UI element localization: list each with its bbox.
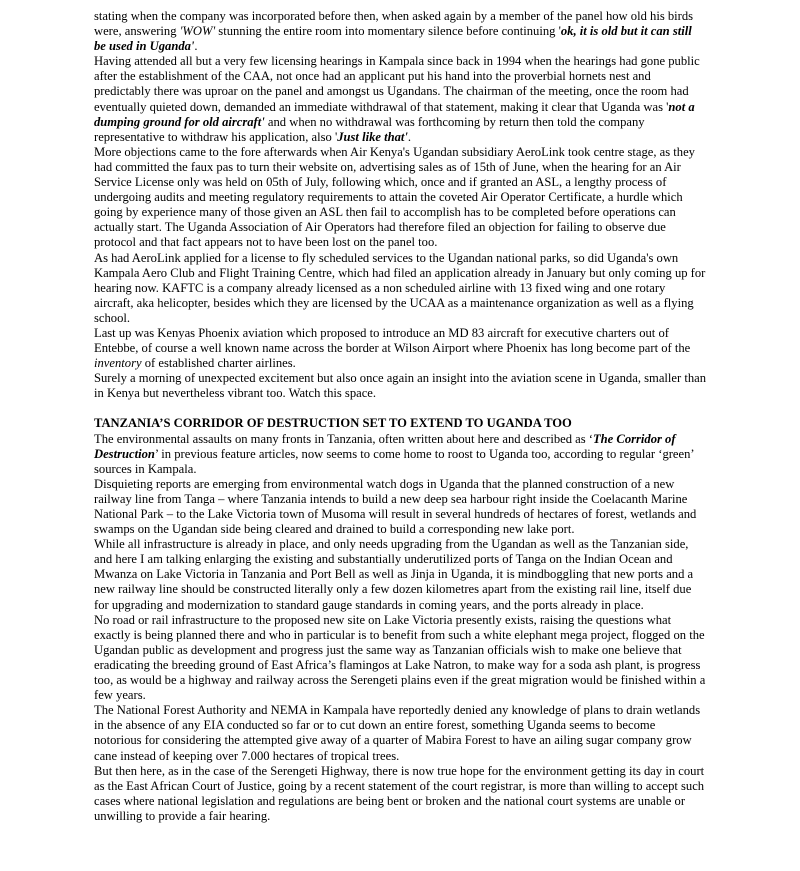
article-heading: TANZANIA’S CORRIDOR OF DESTRUCTION SET TO EXTEND TO UGANDA TOO (94, 416, 572, 431)
paragraph-kaftc: As had AeroLink applied for a license to fly scheduled services to the Ugandan national parks, so did Uganda's own Kampala Aero Club and Flight Training Centre, which had filed an application already in January but only coming up for hearing now. KAFTC is a company already licensed as a non scheduled airline with 13 fixed wing and one rotary aircraft, aka helicopter, besides which they are licensed by the UCAA as a maintenance organization as well as a flying school. (94, 250, 706, 325)
paragraph-corridor-intro: The environmental assaults on many fronts in Tanzania, often written about here and described as ‘The Corridor of Destruction’ in previous feature articles, now seems to come home to roost to Uganda too, according to regular ‘green’ sources in Kampala. (94, 431, 694, 476)
quote-wow: 'WOW' (179, 24, 216, 39)
paragraph-wow-answer: stating when the company was incorporated before then, when asked again by a member of the panel how old his birds were, answering 'WOW' stunning the entire room into momentary silence before continuing 'ok, it is old but it can still be used in Uganda'. (94, 9, 694, 54)
quote-corridor-of-destruction: The Corridor of Destruction (94, 431, 676, 461)
paragraph-aerolink-objections: More objections came to the fore afterwards when Air Kenya's Ugandan subsidiary AeroLink took centre stage, as they had committed the faux pas to turn their website on, advertising sales as of 15th of June, when the hearing for an Air Service License only was held on 05th of July, following which, once and if granted an ASL, a lengthy process of undergoing audits and meeting regulatory requirements to attain the coveted Air Operator Certificate, a hurdle which going by experience many of those given an ASL then fail to accomplish has to be completed before operations can actually start. The Uganda Association of Air Operators had therefore filed an objection for failing to observe due protocol and that fact appears not to have been lost on the panel too. (94, 144, 695, 250)
paragraph-forest-authority: The National Forest Authority and NEMA in Kampala have reportedly denied any knowledge of plans to drain wetlands in the absence of any EIA conducted so far or to cut down an entire forest, something Uganda seems to become notorious for considering the attempted give away of a quarter of Mabira Forest to have an ailing sugar company grow cane instead of keeping over 7.000 hectares of tropical trees. (94, 703, 701, 763)
paragraph-court-of-justice: But then here, as in the case of the Serengeti Highway, there is now true hope for the environment getting its day in court as the East African Court of Justice, going by a recent statement of the court registrar, is more than willing to accept such cases where national legislation and regulations are being bent or broken and the national court systems are unable or unwilling to provide a fair hearing. (94, 763, 705, 823)
paragraph-white-elephant: No road or rail infrastructure to the proposed new site on Lake Victoria presently exists, raising the questions what exactly is being planned there and who in particular is to benefit from such a white elephant mega project, flogged on the Ugandan public as development and progress just the same way as Tanzanian officials wish to make one believe that eradicating the breeding ground of East Africa’s flamingos at Lake Natron, to make way for a soda ash plant, is progress too, as would be a highway and railway across the Serengeti plains even if the great migration would be finished within a few years. (94, 612, 706, 703)
quote-old-but-used: ok, it is old but it can still be used in Uganda' (94, 24, 692, 54)
paragraph-closing-remark: Surely a morning of unexpected excitement but also once again an insight into the aviation scene in Uganda, smaller than in Kenya but nevertheless vibrant too. Watch this space. (94, 371, 707, 401)
quote-not-dumping-ground: not a dumping ground for old aircraft' (94, 99, 695, 129)
document-page (94, 9, 706, 824)
paragraph-licensing-hearings: Having attended all but a very few licensing hearings in Kampala since back in 1994 when the hearings had gone public after the establishment of the CAA, not once had an applicant put his hand into the proverbial hornets nest and predictably there was uproar on the panel and amongst us Ugandans. The chairman of the meeting, once the room had eventually quieted down, demanded an immediate withdrawal of that statement, making it clear that Uganda was 'not a dumping ground for old aircraft' and when no withdrawal was forthcoming by return then told the company representative to withdraw his application, also 'Just like that'. (94, 54, 700, 144)
paragraph-railway-reports: Disquieting reports are emerging from environmental watch dogs in Uganda that the planned construction of a new railway line from Tanga – where Tanzania intends to build a new deep sea harbour right inside the Coelacanth Marine National Park – to the Lake Victoria town of Musoma will result in several hundreds of hectares of forest, wetlands and swamps on the Ugandan side being cleared and drained to build a corresponding new lake port. (94, 476, 697, 537)
term-inventory: inventory (94, 356, 142, 371)
paragraph-infrastructure: While all infrastructure is already in place, and only needs upgrading from the Ugandan as well as the Tanzanian side, and here I am talking enlarging the existing and substantially underutilized ports of Tanga on the Indian Ocean and Mwanza on Lake Victoria in Tanzania and Port Bell as well as Jinja in Uganda, it is mindboggling that new ports and a new railway line should be constructed literally only a few dozen kilometres apart from the existing rail line, itself due for upgrading and modernization to standard gauge standards in coming years, and the ports already in place. (94, 537, 694, 612)
paragraph-phoenix-aviation: Last up was Kenyas Phoenix aviation which proposed to introduce an MD 83 aircraft for executive charters out of Entebbe, of course a well known name across the border at Wilson Airport where Phoenix has long become part of the inventory of established charter airlines. (94, 325, 691, 371)
section-spacer (94, 401, 706, 416)
quote-just-like-that: Just like that' (337, 129, 408, 144)
